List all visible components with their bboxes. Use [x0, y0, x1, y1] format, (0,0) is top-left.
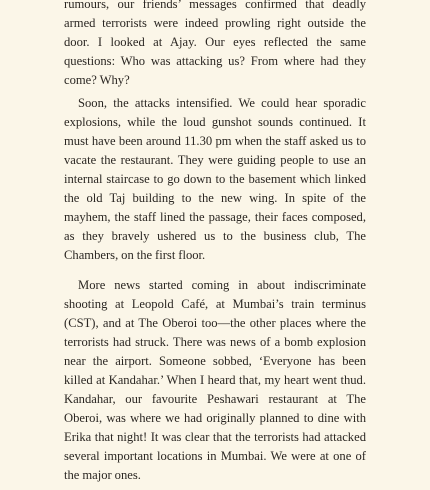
paragraph-more-news: More news started coming in about indiscriminate shooting at Leopold Café, at Mumbai’s train terminus (CST), and at The Oberoi too—the other places where the terrorists had struck. There was news of a bomb explosion near the airport. Someone sobbed, ‘Everyone has been killed at Kandahar.’ When I heard that, my heart went thud. Kandahar, our favourite Peshawari restaurant at The Oberoi, was where we had originally planned to dine with Erika that night! It was clear that the terrorists had attacked several important locations in Mumbai. We were at one of the major ones.	[64, 278, 366, 482]
paragraph-attacks-intensified: Soon, the attacks intensified. We could hear sporadic explosions, while the loud gunshot sounds continued. It must have been around 11.30 pm when the staff asked us to vacate the restaurant. They were guiding people to use an internal staircase to go down to the basement which linked the old Taj building to the new wing. In spite of the mayhem, the staff lined the passage, their faces composed, as they bravely ushered us to the business club, The Chambers, on the first floor.	[64, 96, 366, 262]
paragraph-continued: rumours, our friends’ messages confirmed that deadly armed terrorists were indeed prowling right outside the door. I looked at Ajay. Our eyes reflected the same questions: Who was attacking us? From where had they come? Why?	[64, 0, 366, 87]
